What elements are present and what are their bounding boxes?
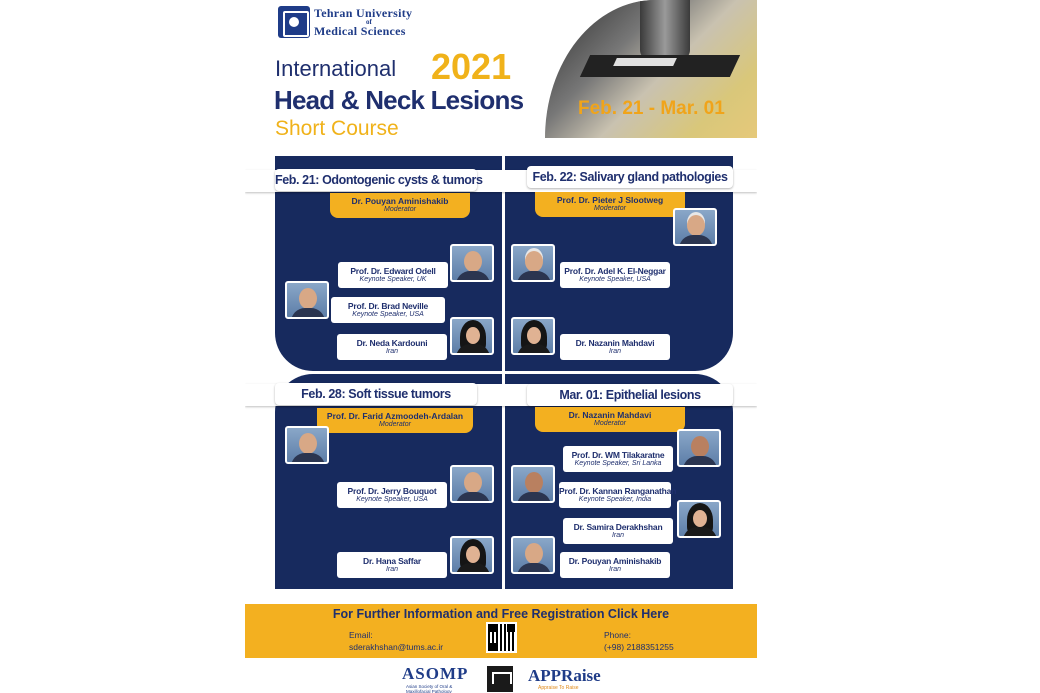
registration-link[interactable]: For Further Information and Free Registration Click Here <box>332 607 670 621</box>
speaker-name: Prof. Dr. Jerry Bouquot <box>347 486 437 496</box>
session-title: Feb. 28: Soft tissue tumors <box>275 383 477 405</box>
speaker-card <box>337 552 447 578</box>
speaker-photo <box>511 317 555 355</box>
institute-logo-icon <box>487 666 513 692</box>
moderator-role: Moderator <box>594 420 626 427</box>
moderator-card <box>535 192 685 217</box>
phone-label: Phone: <box>604 630 631 640</box>
sponsor-logos <box>245 660 757 693</box>
speaker-photo <box>450 244 494 282</box>
university-name-line1: Tehran University <box>314 6 413 20</box>
email-label: Email: <box>349 630 373 640</box>
asomp-logo: ASOMP <box>402 664 469 683</box>
speaker-photo <box>450 317 494 355</box>
title-year: 2021 <box>431 46 512 87</box>
speaker-role: Iran <box>608 348 622 355</box>
speaker-name: Prof. Dr. Adel K. El-Neggar <box>564 266 666 276</box>
speaker-role: Keynote Speaker, UK <box>359 276 427 283</box>
poster-header <box>245 0 757 140</box>
speaker-card <box>338 262 448 288</box>
speaker-photo <box>285 426 329 464</box>
appraise-logo-subtitle: Appraise To Raise <box>538 685 579 691</box>
speaker-card <box>563 446 673 472</box>
speaker-role: Keynote Speaker, USA <box>579 276 651 283</box>
speaker-card <box>559 482 677 508</box>
speaker-role: Iran <box>385 348 399 355</box>
speaker-photo <box>511 244 555 282</box>
speaker-photo <box>511 465 555 503</box>
moderator-name: Dr. Nazanin Mahdavi <box>568 410 652 420</box>
moderator-card <box>317 408 473 433</box>
speaker-role: Keynote Speaker, Sri Lanka <box>574 460 662 467</box>
speaker-card <box>337 334 447 360</box>
title-main: Head & Neck Lesions <box>274 85 524 115</box>
moderator-card <box>535 407 685 432</box>
speaker-name: Prof. Dr. WM Tilakaratne <box>571 450 665 460</box>
phone-value: (+98) 2188351255 <box>604 642 674 652</box>
speaker-role: Iran <box>385 566 399 573</box>
session-title: Feb. 21: Odontogenic cysts & tumors <box>275 169 477 191</box>
university-name-line3: Medical Sciences <box>314 24 406 38</box>
session-title: Feb. 22: Salivary gland pathologies <box>527 166 733 188</box>
speaker-name: Prof. Dr. Edward Odell <box>350 266 436 276</box>
moderator-card <box>330 193 470 218</box>
asomp-logo-subtitle: Asian Society of Oral & Maxillofacial Pathology <box>406 684 453 693</box>
registration-banner[interactable] <box>245 604 757 658</box>
moderator-name: Prof. Dr. Farid Azmoodeh-Ardalan <box>326 411 464 421</box>
speaker-name: Dr. Hana Saffar <box>363 556 421 566</box>
speaker-name: Prof. Dr. Brad Neville <box>347 301 429 311</box>
speaker-photo <box>677 429 721 467</box>
session-title: Mar. 01: Epithelial lesions <box>527 384 733 406</box>
moderator-name: Prof. Dr. Pieter J Slootweg <box>556 195 664 205</box>
speaker-role: Iran <box>611 532 625 539</box>
speaker-card <box>560 552 670 578</box>
moderator-role: Moderator <box>594 205 626 212</box>
email-value[interactable]: sderakhshan@tums.ac.ir <box>349 642 444 652</box>
speaker-role: Iran <box>608 566 622 573</box>
speaker-photo <box>450 465 494 503</box>
speaker-photo <box>285 281 329 319</box>
speaker-card <box>337 482 447 508</box>
moderator-role: Moderator <box>384 206 416 213</box>
speaker-role: Keynote Speaker, India <box>578 496 652 503</box>
qr-code-icon[interactable] <box>486 622 517 653</box>
speaker-role: Keynote Speaker, USA <box>356 496 428 503</box>
speaker-photo <box>673 208 717 246</box>
course-poster <box>245 0 757 693</box>
moderator-name: Dr. Pouyan Aminishakib <box>351 196 449 206</box>
speaker-photo <box>450 536 494 574</box>
speaker-name: Dr. Samira Derakhshan <box>573 522 663 532</box>
speaker-card <box>560 334 670 360</box>
title-international: International <box>275 56 397 81</box>
moderator-role: Moderator <box>379 421 411 428</box>
speaker-name: Dr. Pouyan Aminishakib <box>568 556 662 566</box>
speaker-card <box>560 262 670 288</box>
course-dates: Feb. 21 - Mar. 01 <box>578 98 725 119</box>
university-name-line2: of <box>366 18 372 26</box>
speaker-name: Dr. Neda Kardouni <box>356 338 428 348</box>
speaker-role: Keynote Speaker, USA <box>352 311 424 318</box>
speaker-photo <box>511 536 555 574</box>
speaker-card <box>331 297 445 323</box>
speaker-name: Prof. Dr. Kannan Ranganathan <box>559 486 677 496</box>
speaker-photo <box>677 500 721 538</box>
speaker-name: Dr. Nazanin Mahdavi <box>575 338 655 348</box>
appraise-logo: APPRaise <box>528 666 601 685</box>
title-short-course: Short Course <box>275 117 399 140</box>
university-logo-icon <box>278 6 310 38</box>
speaker-card <box>563 518 673 544</box>
